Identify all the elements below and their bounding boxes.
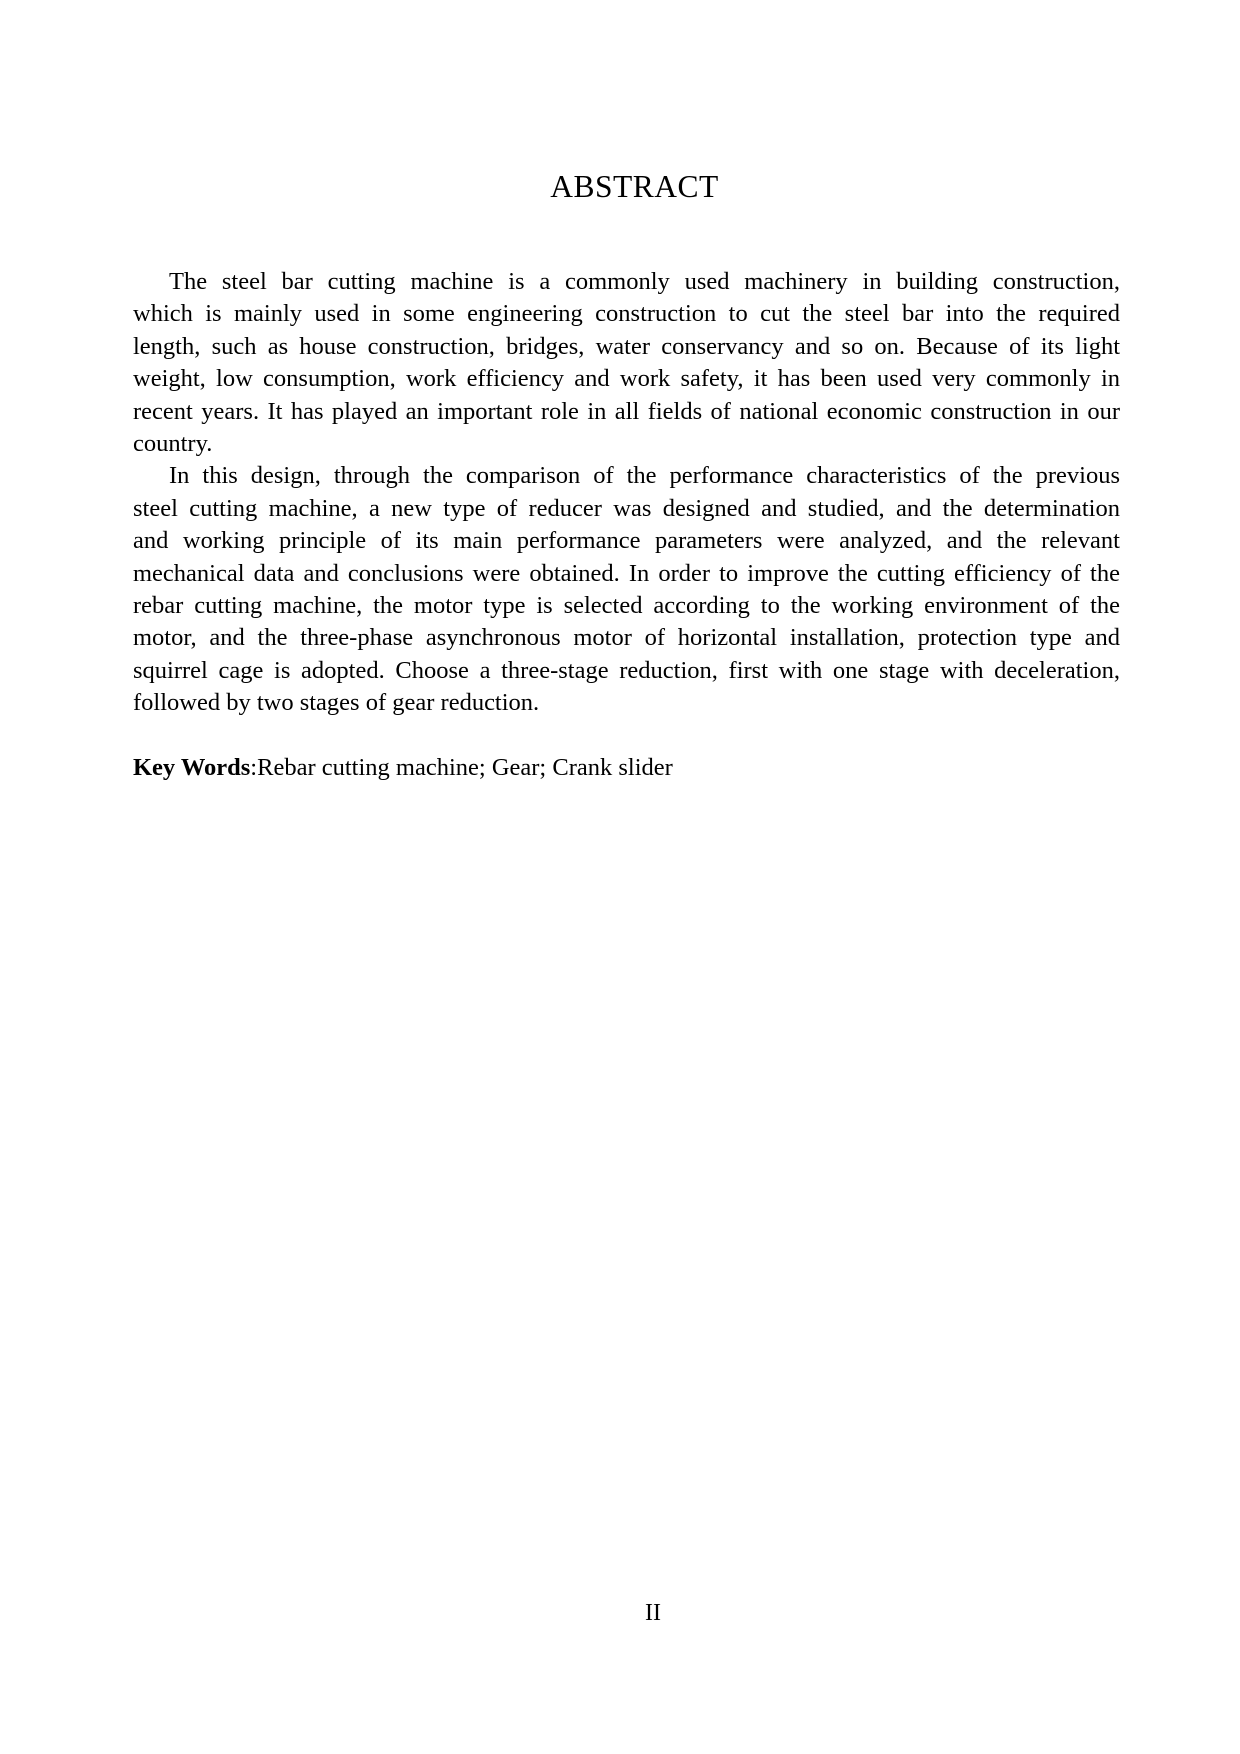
paragraph-line: and working principle of its main performance parameters were analyzed, and the relevant bbox=[133, 527, 1120, 555]
paragraph-line: steel cutting machine, a new type of reducer was designed and studied, and the determination bbox=[133, 494, 1120, 522]
paragraph-line: which is mainly used in some engineering construction to cut the steel bar into the required bbox=[133, 300, 1120, 328]
paragraph-line: followed by two stages of gear reduction. bbox=[133, 689, 540, 717]
paragraph-line: rebar cutting machine, the motor type is selected according to the working environment of the bbox=[133, 591, 1120, 619]
abstract-body bbox=[133, 266, 1120, 784]
keywords-label: Key Words bbox=[133, 753, 251, 781]
keywords-line bbox=[133, 752, 1120, 784]
blank-line bbox=[133, 719, 1120, 751]
paragraph-line: The steel bar cutting machine is a commonly used machinery in building construction, bbox=[169, 268, 1120, 295]
page-number: II bbox=[645, 1600, 661, 1626]
keywords-text: :Rebar cutting machine; Gear; Crank slider bbox=[250, 753, 673, 781]
paragraph-line: weight, low consumption, work efficiency and work safety, it has been used very commonly in bbox=[133, 365, 1120, 393]
paragraph-line: In this design, through the comparison of the performance characteristics of the previous bbox=[169, 462, 1120, 490]
paragraph-line: country. bbox=[133, 429, 213, 457]
abstract-title: ABSTRACT bbox=[550, 169, 719, 204]
paragraph-line: squirrel cage is adopted. Choose a three-stage reduction, first with one stage with deceleration, bbox=[133, 656, 1120, 684]
paragraph-line: length, such as house construction, bridges, water conservancy and so on. Because of its light bbox=[133, 332, 1120, 360]
paragraph-line: motor, and the three-phase asynchronous motor of horizontal installation, protection type and bbox=[133, 624, 1120, 652]
paragraph-line: mechanical data and conclusions were obtained. In order to improve the cutting efficiency of the bbox=[133, 559, 1120, 587]
paragraph-line: recent years. It has played an important role in all fields of national economic construction in our bbox=[133, 397, 1120, 425]
